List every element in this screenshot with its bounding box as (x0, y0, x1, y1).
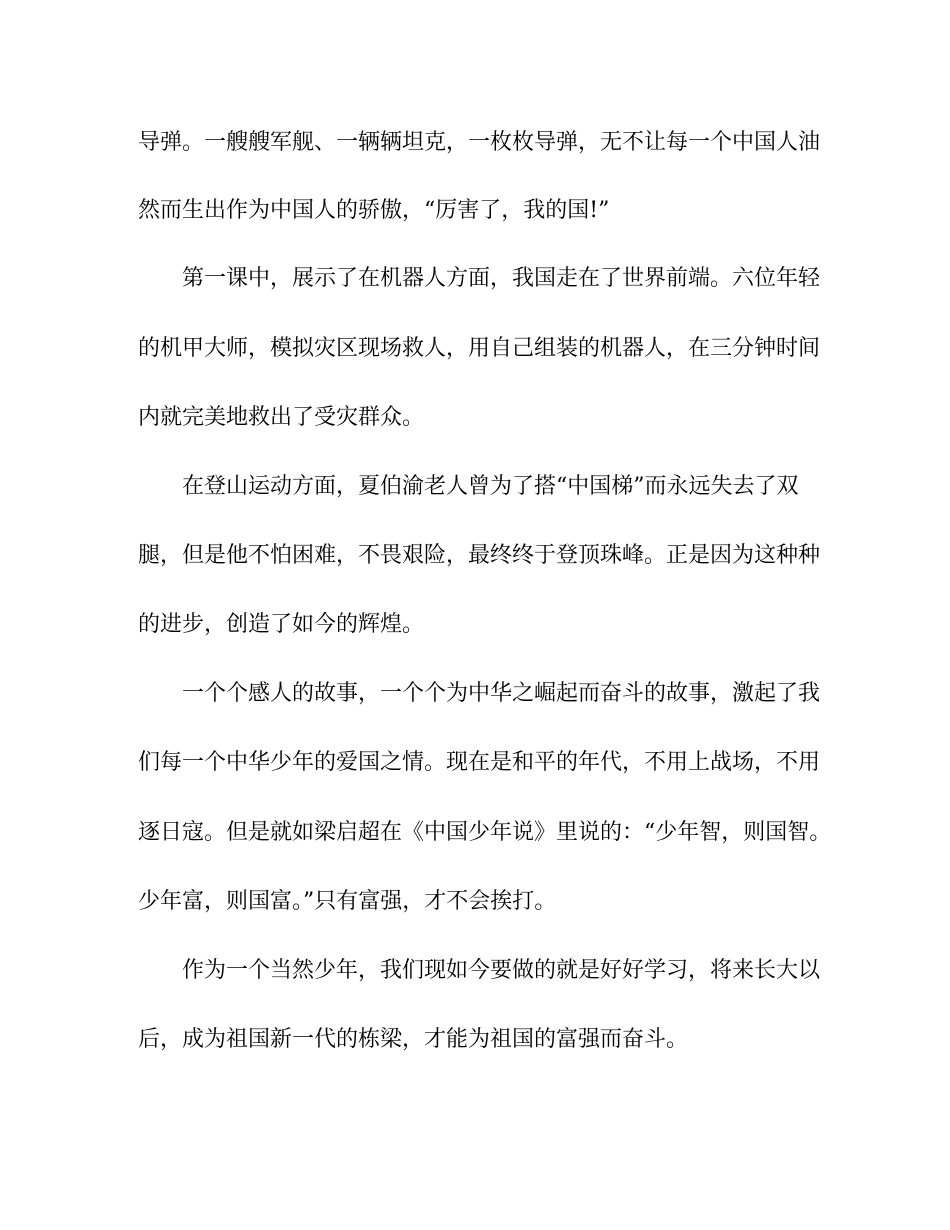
text-line: 内就完美地救出了受灾群众。 (138, 405, 425, 430)
paragraph-start-line: 在登山运动方面，夏伯渝老人曾为了搭“中国梯”而永远失去了双 (182, 474, 799, 499)
paragraph-start-line: 一个个感人的故事，一个个为中华之崛起而奋斗的故事，激起了我 (182, 681, 821, 706)
text-line: 后，成为祖国新一代的栋梁，才能为祖国的富强而奋斗。 (138, 1027, 689, 1052)
text-line: 然而生出作为中国人的骄傲，“厉害了，我的国!” (138, 198, 610, 223)
text-line: 少年富，则国富。”只有富强，才不会挨打。 (138, 889, 557, 914)
text-line: 的进步，创造了如今的辉煌。 (138, 612, 425, 637)
paragraph-start-line: 作为一个当然少年，我们现如今要做的就是好好学习，将来长大以 (182, 958, 821, 983)
text-line: 们每一个中华少年的爱国之情。现在是和平的年代，不用上战场，不用 (138, 750, 821, 775)
text-line: 逐日寇。但是就如梁启超在《中国少年说》里说的：“少年智，则国智。 (138, 820, 832, 845)
paragraph-start-line: 第一课中，展示了在机器人方面，我国走在了世界前端。六位年轻 (182, 266, 821, 291)
text-line: 导弹。一艘艘军舰、一辆辆坦克，一枚枚导弹，无不让每一个中国人油 (138, 130, 821, 155)
text-line: 腿，但是他不怕困难，不畏艰险，最终终于登顶珠峰。正是因为这种种 (138, 543, 821, 568)
text-line: 的机甲大师，模拟灾区现场救人，用自己组装的机器人，在三分钟时间 (138, 336, 821, 361)
